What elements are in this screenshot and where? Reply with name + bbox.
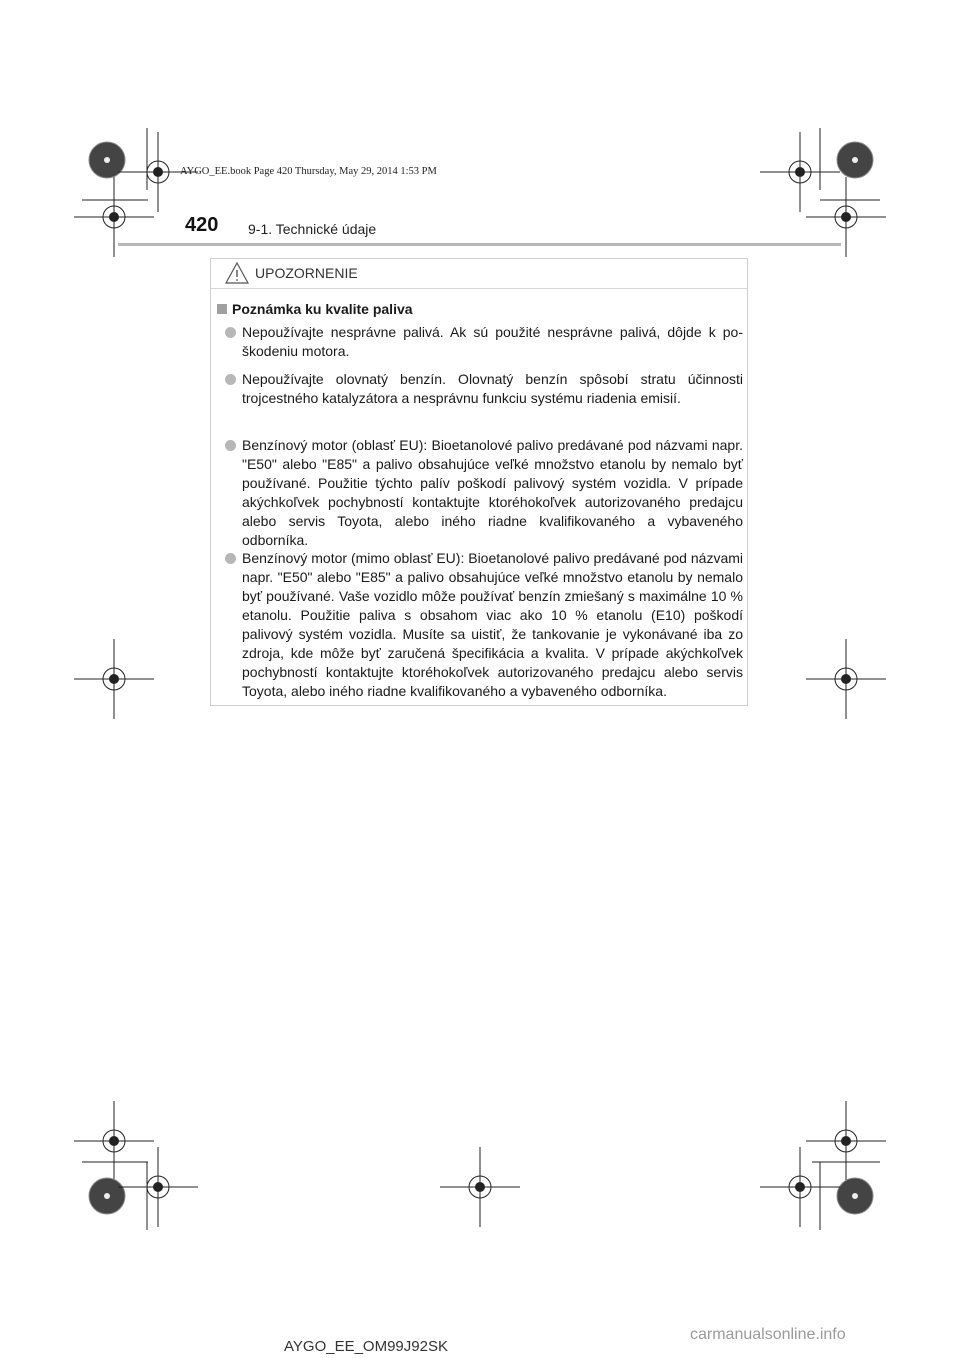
sunburst-mark-icon (837, 1178, 873, 1214)
warning-title-row (211, 259, 747, 289)
warning-box (210, 258, 748, 706)
page-number: 420 (185, 214, 219, 236)
registration-mark-icon (440, 1147, 520, 1227)
subheading-text: Poznámka ku kvalite paliva (232, 301, 413, 317)
list-item-text: Benzínový motor (mimo oblasť EU): Bioetanolové palivo predávané pod názvami napr. "E50" alebo "E85" a palivo obsahujúce veľké množstvo etanolu by nemalo byť používané. Vaše vozidlo môže používať benzín zmiešaný s maximálne 10 % etanolu. Použitie paliva s obsahom viac ako 10 % etanolu (E10) poškodí palivový systém vozidla. Musíte sa uistiť, že tankovanie je vykonávané iba zo zdroja, kde môže byť zaručená špecifikácia a kvalita. V prípade akýchkoľvek pochybností kontaktujte ktoréhokoľvek autorizovaného predajcu alebo servis Toyota, alebo iného riadne kvalifikovaného a vybaveného odborníka. (242, 550, 743, 699)
bullet-dot-icon (225, 374, 236, 385)
bullet-dot-icon (225, 553, 236, 564)
warning-triangle-icon (224, 261, 250, 285)
sunburst-mark-icon (89, 1178, 125, 1214)
list-item (225, 549, 743, 701)
document-code: AYGO_EE_OM99J92SK (284, 1338, 448, 1355)
header-divider (118, 243, 841, 246)
registration-mark-icon (760, 1147, 840, 1227)
registration-mark-icon (806, 1101, 886, 1181)
book-info-header: AYGO_EE.book Page 420 Thursday, May 29, 2014 1:53 PM (180, 166, 437, 177)
registration-mark-icon (806, 639, 886, 719)
registration-mark-icon (118, 1147, 198, 1227)
warning-title: UPOZORNENIE (255, 265, 358, 281)
list-item (225, 323, 743, 361)
list-item (225, 370, 743, 408)
registration-mark-icon (74, 1101, 154, 1181)
list-item-text: Benzínový motor (oblasť EU): Bioetanolové palivo predávané pod názvami napr. "E50" alebo "E85" a palivo obsahujúce veľké množstvo etanolu by nemalo byť používané. Použitie týchto palív poškodí palivový systém vozidla. V prípade akýchkoľvek pochybností kontaktujte ktoréhokoľvek autorizovaného predajcu alebo servis Toyota, alebo iného riadne kvalifikovaného a vybaveného odborníka. (242, 437, 743, 548)
square-bullet-icon (217, 304, 227, 314)
watermark: carmanualsonline.info (690, 1326, 846, 1343)
list-item-text: Nepoužívajte nesprávne palivá. Ak sú použité nesprávne palivá, dôjde k poškodeniu motora. (242, 324, 743, 359)
bullet-dot-icon (225, 327, 236, 338)
list-item-text: Nepoužívajte olovnatý benzín. Olovnatý benzín spôsobí stratu účinnosti trojcestného katalyzátora a nesprávnu funkciu systému riadenia emisií. (242, 371, 743, 406)
bullet-dot-icon (225, 440, 236, 451)
sunburst-mark-icon (89, 142, 125, 178)
section-title: 9-1. Technické údaje (248, 221, 377, 237)
subheading (217, 301, 413, 317)
list-item (225, 436, 743, 550)
sunburst-mark-icon (837, 142, 873, 178)
registration-mark-icon (74, 639, 154, 719)
